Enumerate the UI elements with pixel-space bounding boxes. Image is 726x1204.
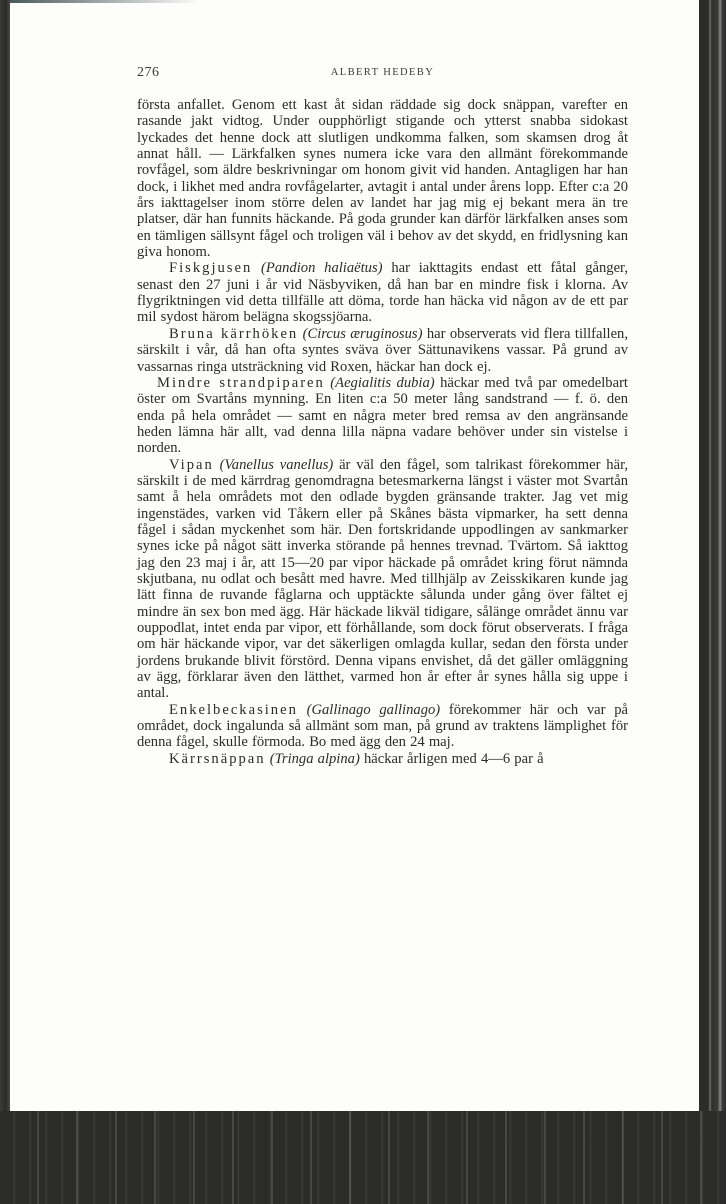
paragraph-text: häckar med två par omedelbart öster om Svartåns mynning. En liten c:a 50 meter lång sandstrand — f. ö. den enda på hela området — samt en några meter bred remsa av den angränsande heden lämna här allt, vad denna lilla näpna vadare behöver under sin vistelse i norden.: [137, 374, 628, 457]
paragraph-fiskgjusen: [137, 260, 628, 325]
paragraph-text: förekommer här och var på området, dock ingalunda så allmänt som man, på grund av traktens lämplighet för denna fågel, skulle förmoda. Bo med ägg den 24 maj.: [137, 701, 628, 751]
species-name: Fiskgjusen: [169, 260, 253, 277]
scan-border-bottom: [0, 1111, 726, 1204]
latin-name: (Tringa alpina): [269, 750, 360, 767]
latin-name: (Circus æruginosus): [302, 325, 423, 342]
book-page: [10, 0, 699, 1111]
running-title: ALBERT HEDEBY: [330, 67, 435, 78]
paragraph-mindre-strandpiparen: [137, 375, 628, 457]
paragraph-enkelbeckasinen: [137, 702, 628, 751]
latin-name: (Pandion haliaëtus): [261, 260, 383, 277]
species-name: Mindre strandpiparen: [157, 374, 325, 391]
paragraph-continued: [137, 97, 628, 260]
paragraph-text: första anfallet. Genom ett kast åt sidan räddade sig dock snäppan, varefter en rasande jakt vidtog. Under oupphörligt stigande och ytterst snabba sidokast lyckades det henne dock att slutligen undkomma falken, som skamsen drog åt annat håll. — Lärkfalken synes numera icke vara den allmänt förekommande rovfågel, som äldre beskrivningar om honom givit vid handen. Antagligen har han dock, i likhet med andra rovfågelarter, avtagit i antal under årens lopp. Efter c:a 20 års iakttagelser inom större delen av landet har jag mig ej bekant mera än tre platser, där han funnits häckande. På goda grunder kan därför lärkfalken anses som en tämligen sällsynt fågel och troligen väl i behov av det skydd, en fridlysning kan giva honom.: [137, 97, 628, 261]
species-name: Bruna kärrhöken: [169, 325, 299, 342]
paragraph-karrsnappan: [137, 751, 628, 767]
species-name: Enkelbeckasinen: [169, 701, 298, 718]
running-head: [137, 65, 628, 83]
paragraph-text: har observerats vid flera tillfallen, särskilt i vår, då han ofta syntes sväva över Sättunavikens vassar. På grund av vassarnas ringa utsträckning vid Roxen, häckar han dock ej.: [137, 325, 629, 375]
body-text: [137, 97, 628, 767]
latin-name: (Vanellus vanellus): [219, 456, 334, 473]
latin-name: (Gallinago gallinago): [306, 701, 441, 718]
latin-name: (Aegialitis dubia): [330, 374, 435, 391]
paragraph-vipan: [137, 457, 628, 702]
paragraph-text: är väl den fågel, som talrikast förekommer här, särskilt i de med kärrdrag genomdragna betesmarkerna längst i väster mot Svartån samt å hela områdets mot den odlade bygden gränsande trakter. Jag vet mig ingenstädes, varken vid Tåkern eller på Skånes bästa vipmarker, ha sett denna fågel i sådan myckenhet som här. Den fortskridande uppodlingen av sankmarker synes icke på något sätt inverka störande på hennes trevnad. Tvärtom. Så iakttog jag den 23 maj i år, att 15—20 par vipor häckade på området kring förut nämnda skjutbana, nu odlat och besått med havre. Med tillhjälp av Zeisskikaren kunde jag lätt finna de ruvande fåglarna och upptäckte sålunda under gång över fältet ej mindre än sex bon med ägg. Här häckade likväl tidigare, sålänge området ännu var ouppodlat, intet enda par vipor, ett förhållande, som dock förut observerats. I fråga om här häckande vipor, var det säkerligen omlagda kullar, sedan den första under jordens brukande blivit förstörd. Denna vipans envishet, då det gäller omläggning av ägg, förklarar även den lätthet, varmed hon år efter år synes hålla sig uppe i antal.: [137, 456, 628, 702]
page-number: 276: [137, 65, 160, 80]
paragraph-text: häckar årligen med 4—6 par å: [363, 750, 544, 767]
scan-border-right: [699, 0, 726, 1204]
scan-edge-tint: [10, 0, 200, 3]
species-name: Vipan: [169, 456, 214, 473]
paragraph-bruna-karrhoken: [137, 326, 628, 375]
species-name: Kärrsnäppan: [169, 750, 266, 767]
paragraph-text: har iakttagits endast ett fåtal gånger, senast den 27 juni i år vid Näsbyviken, då han bar en mindre fisk i klorna. Av flygriktningen vid detta tillfälle att döma, torde han häcka vid någon av de ett par mil sydost härom belägna skogssjöarna.: [137, 260, 628, 326]
scan-border-left: [0, 0, 10, 1204]
